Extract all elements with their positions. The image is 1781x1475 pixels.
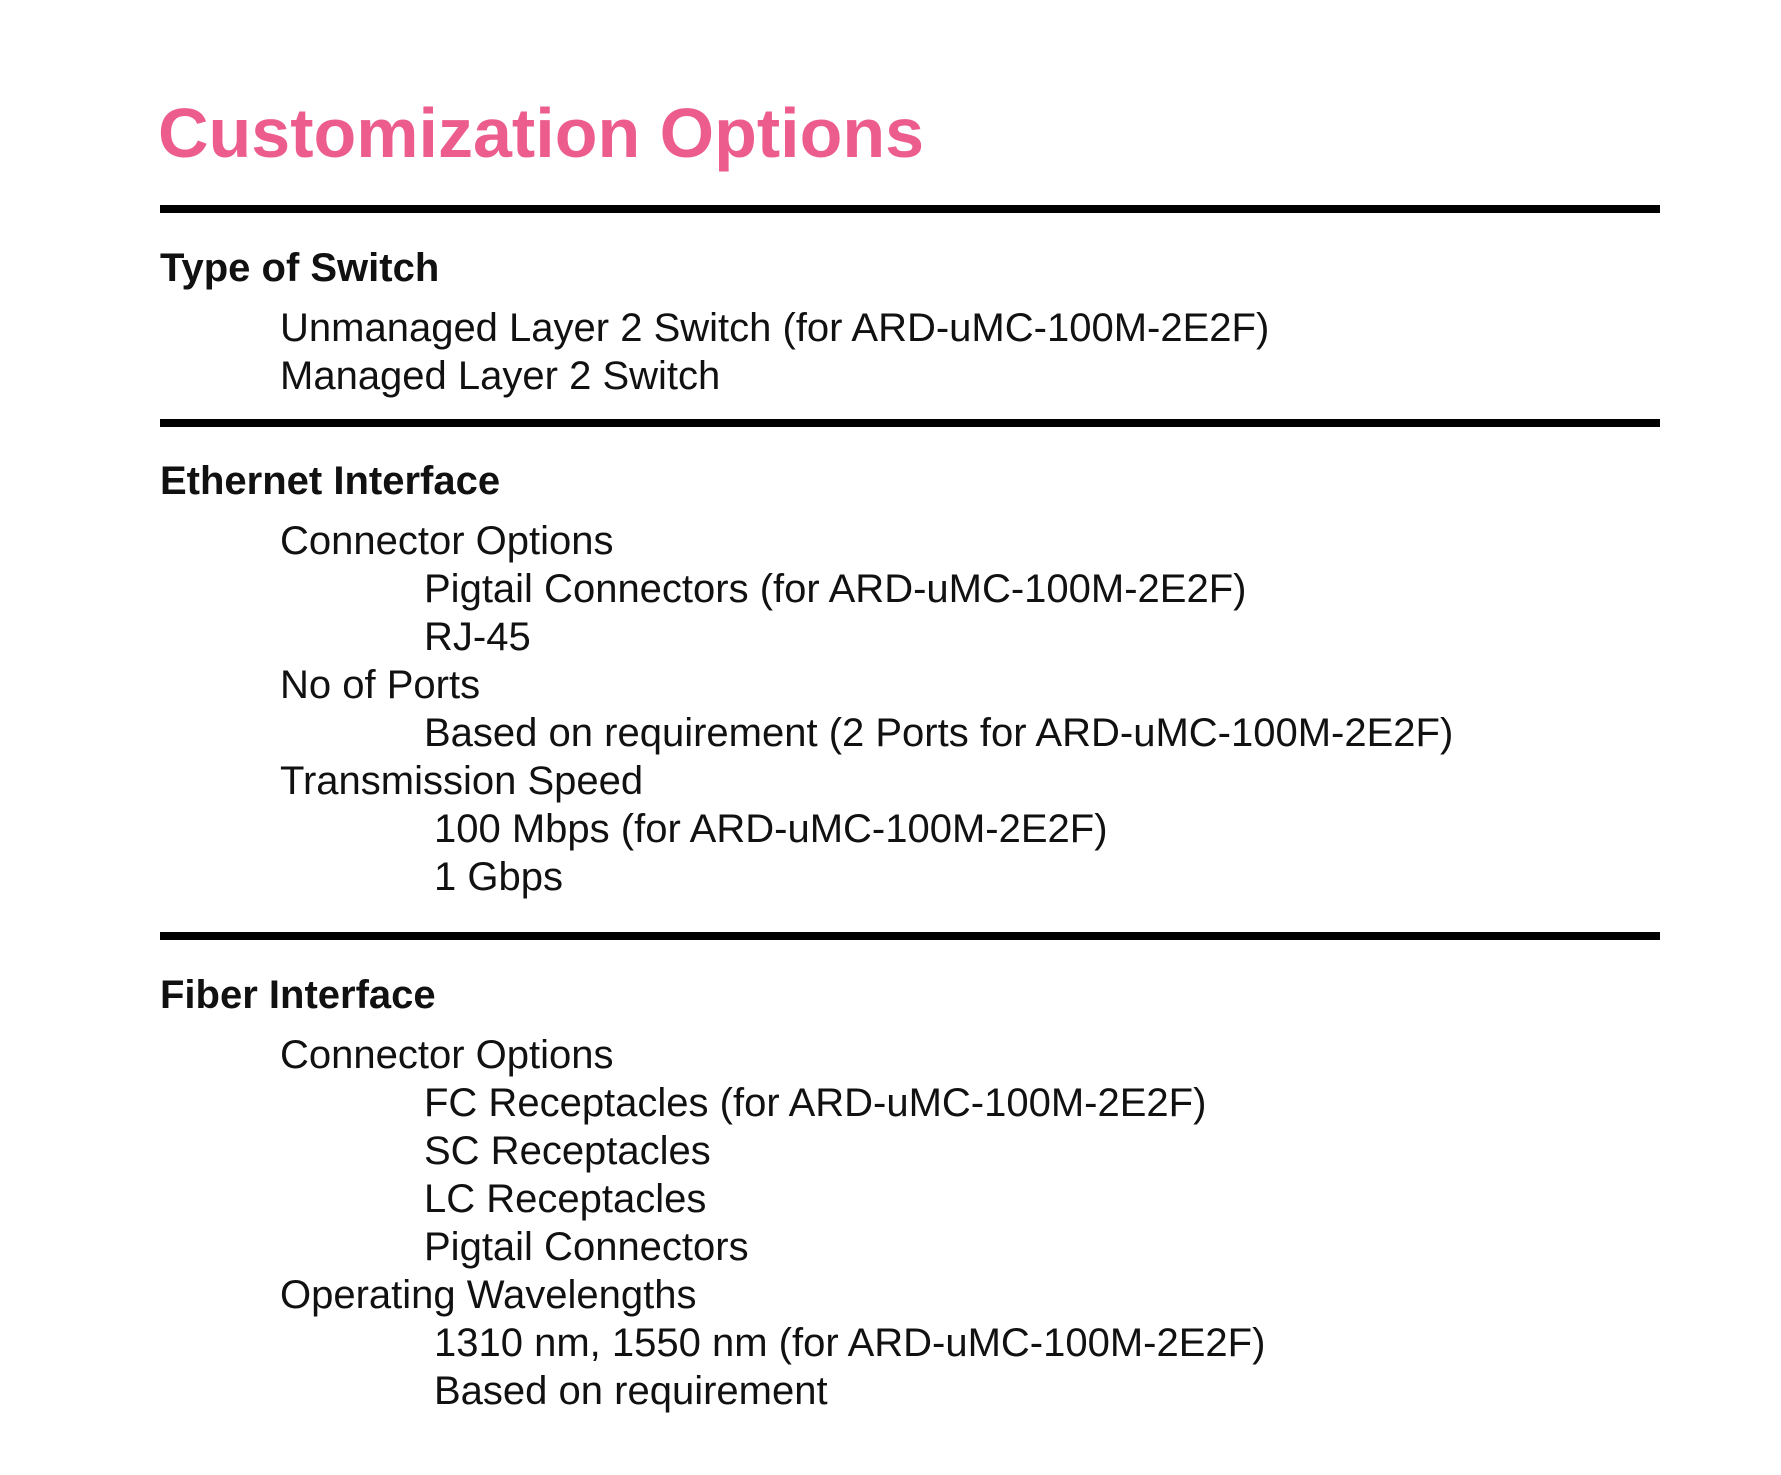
section-heading-ethernet-interface: Ethernet Interface bbox=[160, 459, 501, 503]
section-heading-fiber-interface: Fiber Interface bbox=[160, 973, 436, 1017]
option-item: Based on requirement bbox=[434, 1369, 828, 1413]
option-group-label: Connector Options bbox=[280, 519, 614, 563]
option-item: Pigtail Connectors bbox=[424, 1225, 749, 1269]
option-item: RJ-45 bbox=[424, 615, 531, 659]
option-item: Pigtail Connectors (for ARD-uMC-100M-2E2F) bbox=[424, 567, 1247, 611]
option-item: FC Receptacles (for ARD-uMC-100M-2E2F) bbox=[424, 1081, 1207, 1125]
option-group-label: No of Ports bbox=[280, 663, 481, 707]
option-group-label: Connector Options bbox=[280, 1033, 614, 1077]
option-item: LC Receptacles bbox=[424, 1177, 707, 1221]
section-divider bbox=[160, 932, 1660, 940]
section-heading-type-of-switch: Type of Switch bbox=[160, 246, 440, 290]
option-item: SC Receptacles bbox=[424, 1129, 711, 1173]
section-divider bbox=[160, 205, 1660, 213]
option-item: 1310 nm, 1550 nm (for ARD-uMC-100M-2E2F) bbox=[434, 1321, 1266, 1365]
option-group-label: Transmission Speed bbox=[280, 759, 644, 803]
section-divider bbox=[160, 419, 1660, 427]
option-group-label: Operating Wavelengths bbox=[280, 1273, 697, 1317]
option-item: 100 Mbps (for ARD-uMC-100M-2E2F) bbox=[434, 807, 1108, 851]
option-item: 1 Gbps bbox=[434, 855, 563, 899]
page-title: Customization Options bbox=[158, 94, 925, 172]
switch-option: Managed Layer 2 Switch bbox=[280, 354, 721, 398]
switch-option: Unmanaged Layer 2 Switch (for ARD-uMC-100M-2E2F) bbox=[280, 306, 1270, 350]
option-item: Based on requirement (2 Ports for ARD-uMC-100M-2E2F) bbox=[424, 711, 1454, 755]
